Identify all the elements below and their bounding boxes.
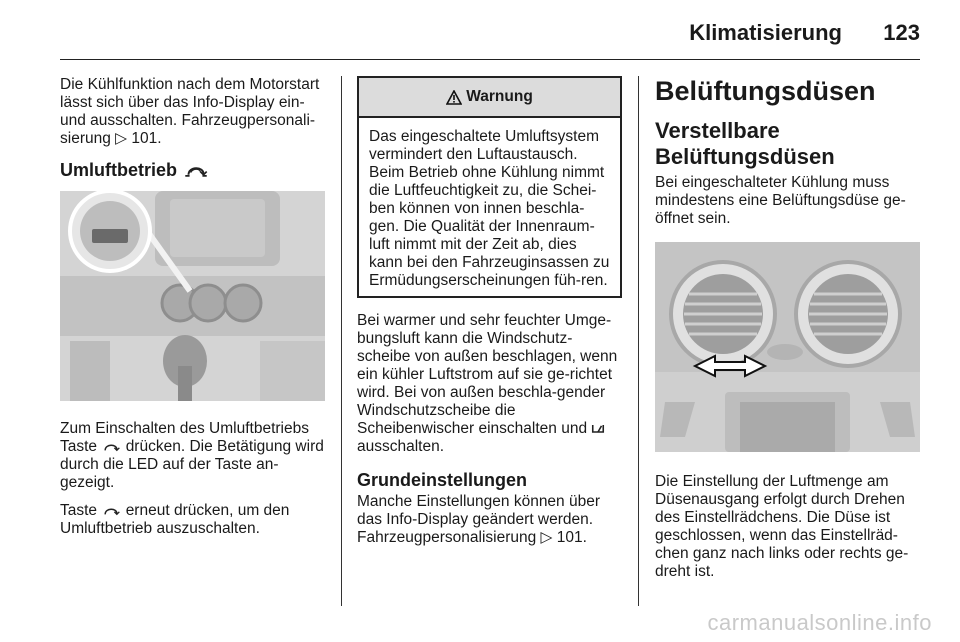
section-heading-recirculation: Umluftbetrieb: [60, 160, 325, 181]
chapter-title: Klimatisierung: [689, 20, 842, 45]
recirculation-icon: [183, 163, 209, 178]
column-3: [655, 76, 920, 581]
watermark: carmanualsonline.info: [707, 610, 932, 635]
basic-settings-paragraph: Manche Einstellungen können über das Info-Display geändert werden. Fahrzeugpersonalisierung ▷ 101.: [357, 493, 601, 546]
section-heading-basic-settings: Grundeinstellungen: [357, 470, 528, 490]
sub-heading-adjustable-vents: Verstellbare Belüftungsdüsen: [655, 118, 835, 169]
warning-text: Das eingeschaltete Umluftsystem vermindert den Luftaustausch. Beim Betrieb ohne Kühlung nimmt die Luftfeuchtigkeit zu, die Schei-ben können von innen beschla-gen. Die Qualität der Innenraum-luft nimmt mit der Zeit ab, dies kann bei den Fahrzeuginsassen zu Ermüdungserscheinungen füh-ren.: [369, 128, 610, 289]
recirculation-off-paragraph: Taste erneut drücken, um den Umluftbetrieb auszuschalten.: [60, 502, 290, 537]
warning-title: Warnung: [466, 88, 533, 105]
warning-header: [359, 78, 620, 118]
main-heading-vents: Belüftungsdüsen: [655, 76, 876, 106]
warning-triangle-icon: [446, 90, 462, 105]
column-divider-1: [341, 76, 342, 606]
column-2: [357, 76, 622, 547]
warning-body: [359, 118, 620, 296]
air-vents-figure: [655, 242, 920, 452]
intro-paragraph: Die Kühlfunktion nach dem Motorstart lässt sich über das Info-Display ein- und ausschalten. Fahrzeugpersonali-sierung ▷ 101.: [60, 76, 320, 147]
page-header: [60, 0, 920, 60]
recirculation-icon: [101, 441, 121, 453]
recirculation-on-paragraph: Zum Einschalten des Umluftbetriebs Taste drücken. Die Betätigung wird durch die LED auf der Taste an-gezeigt.: [60, 420, 324, 491]
warning-box: [357, 76, 622, 298]
page-number: 123: [883, 20, 920, 45]
wiper-icon: [591, 422, 605, 435]
page-reference-link[interactable]: 101.: [556, 529, 587, 546]
recirculation-button-figure: [60, 191, 325, 401]
adjust-paragraph: Bei eingeschalteter Kühlung muss mindestens eine Belüftungsdüse ge-öffnet sein.: [655, 174, 906, 227]
page-reference-icon[interactable]: ▷: [540, 529, 553, 546]
column-divider-2: [638, 76, 639, 606]
page-reference-icon[interactable]: ▷: [115, 130, 128, 147]
column-1: [60, 76, 325, 538]
airflow-paragraph: Die Einstellung der Luftmenge am Düsenausgang erfolgt durch Drehen des Einstellrädchens. Die Düse ist geschlossen, wenn das Einstellräd-chen ganz nach links oder rechts ge-dreht ist.: [655, 473, 909, 580]
page-reference-link[interactable]: 101.: [131, 130, 162, 147]
recirculation-icon: [101, 505, 121, 517]
humid-air-paragraph: Bei warmer und sehr feuchter Umge-bungsluft kann die Windschutz-scheibe von außen beschlagen, wenn ein kühler Luftstrom auf sie ge-richtet wird. Bei von außen beschla-gender Windschutzscheibe die Scheibenwischer einschalten und ausschalten.: [357, 312, 618, 455]
